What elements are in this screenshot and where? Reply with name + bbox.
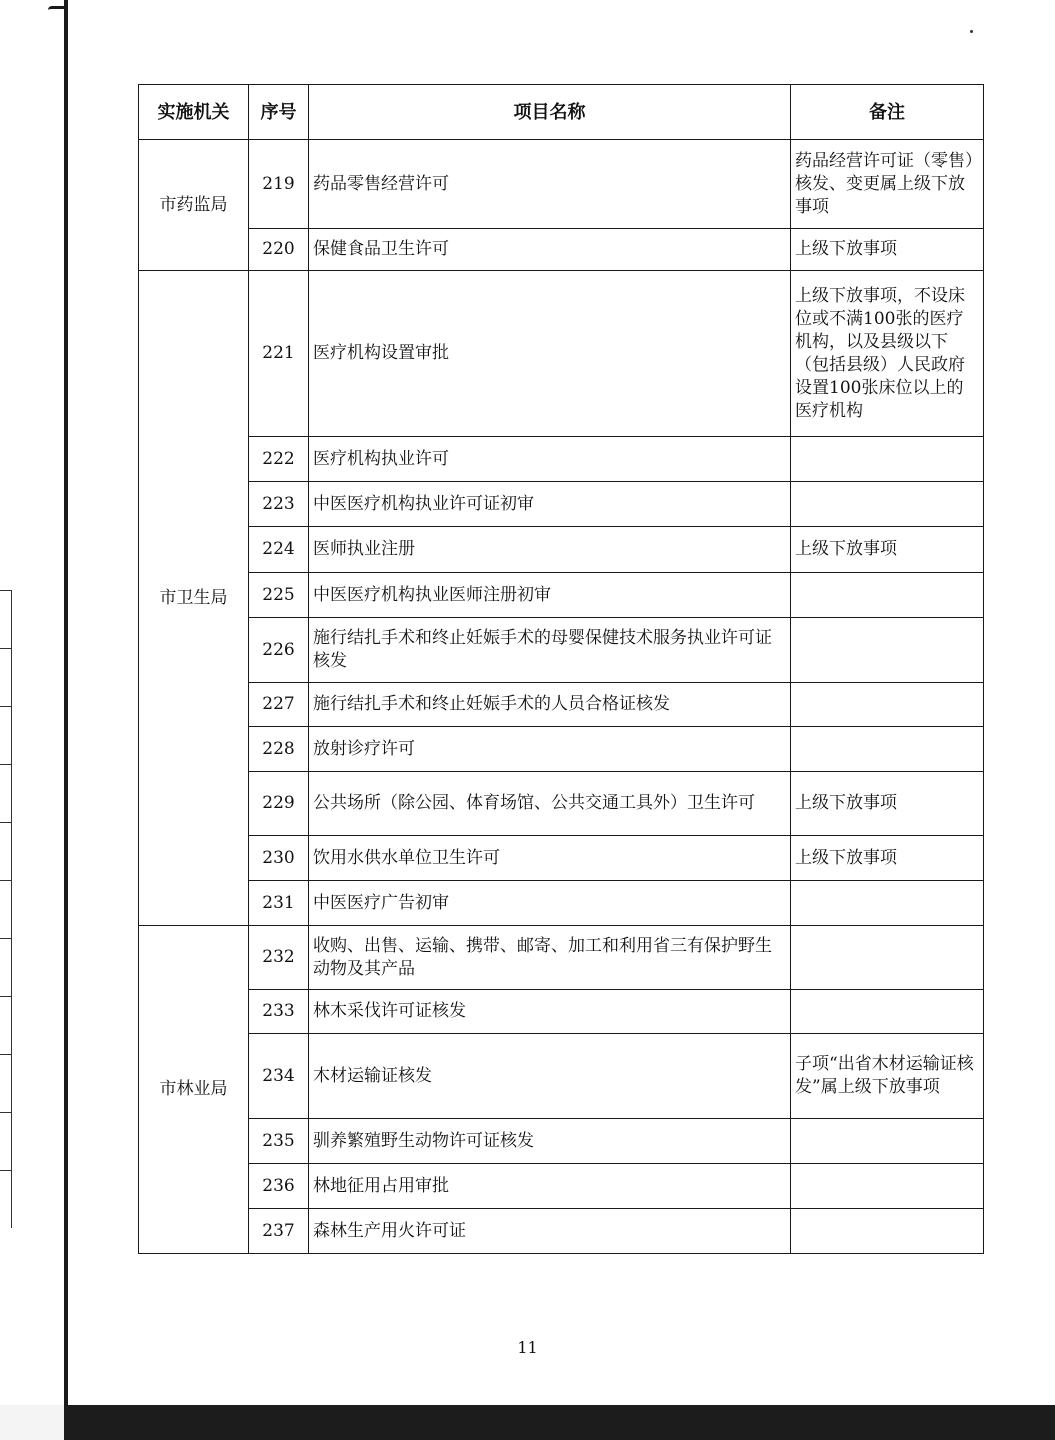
header-seq: 序号 — [249, 85, 309, 140]
header-note: 备注 — [791, 85, 984, 140]
seq-cell: 229 — [249, 772, 309, 836]
table-row — [139, 926, 984, 990]
table-row — [139, 990, 984, 1034]
seq-cell: 226 — [249, 618, 309, 683]
binding-hook — [48, 6, 68, 15]
note-cell — [791, 573, 984, 618]
note-cell: 上级下放事项 — [791, 836, 984, 881]
table-row — [139, 437, 984, 482]
note-cell — [791, 683, 984, 727]
note-cell — [791, 881, 984, 926]
seq-cell: 234 — [249, 1034, 309, 1119]
table-row — [139, 1034, 984, 1119]
org-cell: 市药监局 — [139, 140, 249, 271]
table-row — [139, 527, 984, 573]
note-cell — [791, 1164, 984, 1209]
item-name-cell: 森林生产用火许可证 — [309, 1209, 791, 1254]
seq-cell: 221 — [249, 271, 309, 437]
note-cell — [791, 437, 984, 482]
table-row — [139, 271, 984, 437]
note-cell — [791, 482, 984, 527]
scan-speck — [970, 30, 973, 33]
item-name-cell: 中医医疗机构执业许可证初审 — [309, 482, 791, 527]
seq-cell: 236 — [249, 1164, 309, 1209]
note-cell: 上级下放事项 — [791, 527, 984, 573]
item-name-cell: 药品零售经营许可 — [309, 140, 791, 229]
org-cell: 市卫生局 — [139, 271, 249, 926]
header-org: 实施机关 — [139, 85, 249, 140]
note-cell — [791, 990, 984, 1034]
item-name-cell: 驯养繁殖野生动物许可证核发 — [309, 1119, 791, 1164]
note-cell — [791, 1209, 984, 1254]
table-row — [139, 140, 984, 229]
note-cell: 上级下放事项 — [791, 229, 984, 271]
item-name-cell: 施行结扎手术和终止妊娠手术的母婴保健技术服务执业许可证核发 — [309, 618, 791, 683]
item-name-cell: 收购、出售、运输、携带、邮寄、加工和利用省三有保护野生动物及其产品 — [309, 926, 791, 990]
table-row — [139, 881, 984, 926]
note-cell: 子项“出省木材运输证核发”属上级下放事项 — [791, 1034, 984, 1119]
seq-cell: 224 — [249, 527, 309, 573]
table-row — [139, 229, 984, 271]
table-row — [139, 836, 984, 881]
page-number: 11 — [517, 1338, 538, 1357]
item-name-cell: 医师执业注册 — [309, 527, 791, 573]
item-name-cell: 医疗机构设置审批 — [309, 271, 791, 437]
seq-cell: 235 — [249, 1119, 309, 1164]
item-name-cell: 中医医疗广告初审 — [309, 881, 791, 926]
seq-cell: 222 — [249, 437, 309, 482]
note-cell: 上级下放事项 — [791, 772, 984, 836]
seq-cell: 228 — [249, 727, 309, 772]
org-cell: 市林业局 — [139, 926, 249, 1254]
table-row — [139, 683, 984, 727]
table-row — [139, 1164, 984, 1209]
item-name-cell: 施行结扎手术和终止妊娠手术的人员合格证核发 — [309, 683, 791, 727]
table-row — [139, 618, 984, 683]
note-cell: 药品经营许可证（零售）核发、变更属上级下放事项 — [791, 140, 984, 229]
table-header-row — [139, 85, 984, 140]
header-name: 项目名称 — [309, 85, 791, 140]
seq-cell: 232 — [249, 926, 309, 990]
item-name-cell: 放射诊疗许可 — [309, 727, 791, 772]
item-name-cell: 保健食品卫生许可 — [309, 229, 791, 271]
seq-cell: 231 — [249, 881, 309, 926]
seq-cell: 230 — [249, 836, 309, 881]
scan-bottom-edge — [64, 1405, 1055, 1440]
seq-cell: 237 — [249, 1209, 309, 1254]
note-cell — [791, 926, 984, 990]
item-name-cell: 中医医疗机构执业医师注册初审 — [309, 573, 791, 618]
seq-cell: 219 — [249, 140, 309, 229]
table-row — [139, 482, 984, 527]
adjacent-page-edge — [0, 590, 12, 1270]
seq-cell: 233 — [249, 990, 309, 1034]
item-name-cell: 公共场所（除公园、体育场馆、公共交通工具外）卫生许可 — [309, 772, 791, 836]
seq-cell: 220 — [249, 229, 309, 271]
note-cell: 上级下放事项，不设床位或不满100张的医疗机构，以及县级以下（包括县级）人民政府设置100张床位以上的医疗机构 — [791, 271, 984, 437]
binding-spine — [64, 0, 68, 1405]
seq-cell: 225 — [249, 573, 309, 618]
table-row — [139, 573, 984, 618]
item-name-cell: 林木采伐许可证核发 — [309, 990, 791, 1034]
table-row — [139, 1119, 984, 1164]
table-row — [139, 727, 984, 772]
seq-cell: 223 — [249, 482, 309, 527]
item-name-cell: 饮用水供水单位卫生许可 — [309, 836, 791, 881]
table-row — [139, 772, 984, 836]
item-name-cell: 医疗机构执业许可 — [309, 437, 791, 482]
table-row — [139, 1209, 984, 1254]
note-cell — [791, 618, 984, 683]
item-name-cell: 林地征用占用审批 — [309, 1164, 791, 1209]
item-name-cell: 木材运输证核发 — [309, 1034, 791, 1119]
approval-items-table — [138, 84, 984, 1254]
note-cell — [791, 727, 984, 772]
seq-cell: 227 — [249, 683, 309, 727]
note-cell — [791, 1119, 984, 1164]
